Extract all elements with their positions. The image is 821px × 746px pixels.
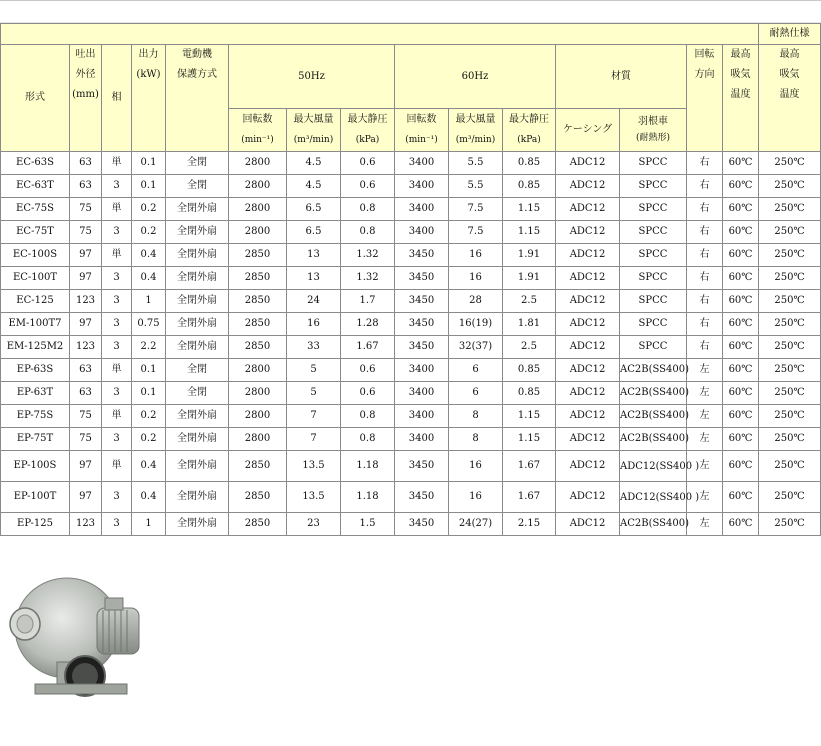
airflow-50hz-cell: 6.5 (287, 198, 341, 221)
rotation-direction-cell: 右 (687, 267, 723, 290)
rpm-50hz-cell: 2800 (229, 198, 287, 221)
top-border (0, 0, 821, 1)
motor-protection-cell: 全閉外扇 (166, 267, 229, 290)
outlet-diameter-cell: 97 (70, 244, 102, 267)
header-row-heat-spec (1, 24, 821, 45)
rpm-60hz-cell: 3450 (395, 451, 449, 482)
max-intake-temp-cell: 60℃ (723, 482, 759, 513)
airflow-60hz-cell: 7.5 (449, 221, 503, 244)
output-cell: 0.75 (132, 313, 166, 336)
max-intake-temp-cell: 60℃ (723, 451, 759, 482)
pressure-60hz-cell: 1.15 (503, 405, 556, 428)
airflow-60hz-cell: 8 (449, 428, 503, 451)
casing-cell: ADC12 (556, 336, 620, 359)
max-intake-temp-heat-cell: 250℃ (759, 513, 821, 536)
motor-protection-cell: 全閉外扇 (166, 290, 229, 313)
impeller-cell: SPCC (620, 290, 687, 313)
output-cell: 0.1 (132, 175, 166, 198)
max-intake-temp-cell: 60℃ (723, 313, 759, 336)
max-intake-temp-heat-cell: 250℃ (759, 359, 821, 382)
impeller-cell: AC2B(SS400) (620, 405, 687, 428)
airflow-60hz-cell: 7.5 (449, 198, 503, 221)
table-row (1, 451, 821, 482)
pressure50-header: 最大静圧 (kPa) (341, 109, 395, 152)
motor-protection-cell: 全閉 (166, 175, 229, 198)
airflow-60hz-cell: 32(37) (449, 336, 503, 359)
rpm-50hz-cell: 2800 (229, 359, 287, 382)
model-cell: EP-100T (1, 482, 70, 513)
output-cell: 0.1 (132, 382, 166, 405)
rotation-direction-cell: 右 (687, 221, 723, 244)
rpm-60hz-cell: 3400 (395, 175, 449, 198)
rotation-direction-cell: 右 (687, 244, 723, 267)
rpm-50hz-cell: 2850 (229, 451, 287, 482)
airflow-60hz-cell: 5.5 (449, 175, 503, 198)
blower-spec-table (0, 23, 821, 536)
spec-table-body (1, 152, 821, 536)
rpm-60hz-cell: 3400 (395, 221, 449, 244)
impeller-cell: SPCC (620, 198, 687, 221)
phase-cell: 単 (102, 152, 132, 175)
outlet-diameter-cell: 75 (70, 428, 102, 451)
casing-cell: ADC12 (556, 267, 620, 290)
casing-cell: ADC12 (556, 313, 620, 336)
airflow-50hz-cell: 5 (287, 382, 341, 405)
max-intake-temp-cell: 60℃ (723, 290, 759, 313)
phase-cell: 単 (102, 198, 132, 221)
rpm-50hz-cell: 2800 (229, 382, 287, 405)
motor-protection-cell: 全閉外扇 (166, 313, 229, 336)
table-row (1, 198, 821, 221)
table-row (1, 313, 821, 336)
table-row (1, 513, 821, 536)
model-cell: EM-100T7 (1, 313, 70, 336)
pressure-60hz-cell: 1.91 (503, 267, 556, 290)
outlet-diameter-cell: 63 (70, 359, 102, 382)
impeller-cell: SPCC (620, 336, 687, 359)
output-cell: 0.4 (132, 482, 166, 513)
casing-cell: ADC12 (556, 359, 620, 382)
max-intake-temp-heat-cell: 250℃ (759, 267, 821, 290)
rotation-direction-cell: 左 (687, 428, 723, 451)
phase-cell: 3 (102, 221, 132, 244)
output-cell: 1 (132, 290, 166, 313)
airflow-60hz-cell: 8 (449, 405, 503, 428)
airflow-50hz-cell: 4.5 (287, 152, 341, 175)
max-intake-temp-heat-cell: 250℃ (759, 221, 821, 244)
table-row (1, 428, 821, 451)
phase-header: 相 (102, 45, 132, 152)
outlet-diameter-cell: 63 (70, 382, 102, 405)
pressure-50hz-cell: 1.28 (341, 313, 395, 336)
max-intake-temp-heat-cell: 250℃ (759, 244, 821, 267)
airflow50-header: 最大風量 (m³/min) (287, 109, 341, 152)
pressure-60hz-cell: 2.5 (503, 290, 556, 313)
impeller-cell: SPCC (620, 267, 687, 290)
motor-protection-cell: 全閉外扇 (166, 428, 229, 451)
max-intake-temp-cell: 60℃ (723, 267, 759, 290)
rotation-direction-cell: 左 (687, 482, 723, 513)
airflow60-header: 最大風量 (m³/min) (449, 109, 503, 152)
airflow-60hz-cell: 28 (449, 290, 503, 313)
rpm-50hz-cell: 2800 (229, 221, 287, 244)
impeller-cell: SPCC (620, 244, 687, 267)
model-cell: EP-63S (1, 359, 70, 382)
motor-protection-cell: 全閉外扇 (166, 513, 229, 536)
casing-cell: ADC12 (556, 152, 620, 175)
pressure-60hz-cell: 0.85 (503, 152, 556, 175)
pressure-60hz-cell: 0.85 (503, 382, 556, 405)
max-intake-temp-cell: 60℃ (723, 513, 759, 536)
airflow-50hz-cell: 16 (287, 313, 341, 336)
rpm-50hz-cell: 2850 (229, 267, 287, 290)
airflow-50hz-cell: 13.5 (287, 451, 341, 482)
casing-cell: ADC12 (556, 405, 620, 428)
rotation-direction-cell: 右 (687, 198, 723, 221)
max-intake-temp-heat-cell: 250℃ (759, 198, 821, 221)
max-intake-temp-cell: 60℃ (723, 244, 759, 267)
max-intake-temp-cell: 60℃ (723, 428, 759, 451)
pressure-50hz-cell: 1.18 (341, 451, 395, 482)
header-row-main (1, 45, 821, 109)
max-intake-temp-header: 最高 吸気 温度 (723, 45, 759, 152)
pressure-60hz-cell: 2.15 (503, 513, 556, 536)
max-intake-temp-heat-cell: 250℃ (759, 336, 821, 359)
pressure-50hz-cell: 0.6 (341, 152, 395, 175)
turbo-blower-photo (5, 560, 145, 710)
rotation-direction-cell: 左 (687, 405, 723, 428)
rpm-60hz-cell: 3400 (395, 428, 449, 451)
pressure-60hz-cell: 2.5 (503, 336, 556, 359)
max-intake-temp-cell: 60℃ (723, 382, 759, 405)
phase-cell: 3 (102, 175, 132, 198)
rpm-60hz-cell: 3450 (395, 244, 449, 267)
table-row (1, 482, 821, 513)
pressure60-header: 最大静圧 (kPa) (503, 109, 556, 152)
table-row (1, 175, 821, 198)
rotation-direction-cell: 左 (687, 451, 723, 482)
impeller-cell: SPCC (620, 313, 687, 336)
table-row (1, 382, 821, 405)
max-intake-temp-heat-cell: 250℃ (759, 175, 821, 198)
model-cell: EP-75S (1, 405, 70, 428)
table-row (1, 221, 821, 244)
casing-cell: ADC12 (556, 244, 620, 267)
airflow-50hz-cell: 13.5 (287, 482, 341, 513)
output-cell: 0.2 (132, 198, 166, 221)
outlet-diameter-cell: 123 (70, 513, 102, 536)
outlet-diameter-cell: 123 (70, 290, 102, 313)
airflow-60hz-cell: 16 (449, 244, 503, 267)
rotation-direction-cell: 右 (687, 313, 723, 336)
airflow-60hz-cell: 16 (449, 451, 503, 482)
pressure-50hz-cell: 0.6 (341, 175, 395, 198)
phase-cell: 単 (102, 359, 132, 382)
airflow-50hz-cell: 24 (287, 290, 341, 313)
airflow-50hz-cell: 4.5 (287, 175, 341, 198)
outlet-diameter-cell: 97 (70, 313, 102, 336)
airflow-50hz-cell: 7 (287, 428, 341, 451)
casing-cell: ADC12 (556, 221, 620, 244)
airflow-60hz-cell: 24(27) (449, 513, 503, 536)
phase-cell: 3 (102, 428, 132, 451)
max-intake-temp-heat-cell: 250℃ (759, 313, 821, 336)
outlet-diameter-cell: 97 (70, 482, 102, 513)
airflow-50hz-cell: 23 (287, 513, 341, 536)
pressure-50hz-cell: 0.6 (341, 359, 395, 382)
rpm-60hz-cell: 3450 (395, 267, 449, 290)
casing-cell: ADC12 (556, 513, 620, 536)
rpm-60hz-cell: 3400 (395, 405, 449, 428)
pressure-60hz-cell: 0.85 (503, 175, 556, 198)
rpm-60hz-cell: 3450 (395, 336, 449, 359)
airflow-60hz-cell: 6 (449, 382, 503, 405)
max-intake-temp-heat-header: 最高 吸気 温度 (759, 45, 821, 152)
outlet-diameter-cell: 75 (70, 198, 102, 221)
phase-cell: 3 (102, 267, 132, 290)
motor-protection-cell: 全閉 (166, 382, 229, 405)
header-blank (1, 24, 759, 45)
model-cell: EC-63S (1, 152, 70, 175)
pressure-50hz-cell: 0.8 (341, 428, 395, 451)
impeller-cell: SPCC (620, 221, 687, 244)
rotation-direction-cell: 右 (687, 175, 723, 198)
pressure-60hz-cell: 1.81 (503, 313, 556, 336)
motor-protection-cell: 全閉外扇 (166, 244, 229, 267)
airflow-60hz-cell: 16(19) (449, 313, 503, 336)
airflow-50hz-cell: 7 (287, 405, 341, 428)
max-intake-temp-heat-cell: 250℃ (759, 290, 821, 313)
output-cell: 0.4 (132, 267, 166, 290)
rpm-50hz-cell: 2800 (229, 175, 287, 198)
output-cell: 0.2 (132, 428, 166, 451)
pressure-60hz-cell: 1.91 (503, 244, 556, 267)
phase-cell: 3 (102, 290, 132, 313)
output-cell: 0.4 (132, 451, 166, 482)
rotation-direction-cell: 左 (687, 382, 723, 405)
max-intake-temp-cell: 60℃ (723, 336, 759, 359)
model-cell: EC-75T (1, 221, 70, 244)
motor-protection-cell: 全閉 (166, 359, 229, 382)
output-cell: 0.2 (132, 405, 166, 428)
table-row (1, 336, 821, 359)
model-cell: EP-100S (1, 451, 70, 482)
rpm-60hz-cell: 3400 (395, 152, 449, 175)
max-intake-temp-heat-cell: 250℃ (759, 451, 821, 482)
output-cell: 0.1 (132, 152, 166, 175)
airflow-60hz-cell: 5.5 (449, 152, 503, 175)
output-cell: 0.4 (132, 244, 166, 267)
pressure-60hz-cell: 1.67 (503, 482, 556, 513)
airflow-50hz-cell: 5 (287, 359, 341, 382)
rpm-60hz-cell: 3450 (395, 313, 449, 336)
rpm50-header: 回転数 (min⁻¹) (229, 109, 287, 152)
outlet-diameter-header: 吐出 外径 (mm) (70, 45, 102, 152)
pressure-60hz-cell: 1.15 (503, 428, 556, 451)
pressure-50hz-cell: 1.5 (341, 513, 395, 536)
output-cell: 1 (132, 513, 166, 536)
phase-cell: 単 (102, 244, 132, 267)
table-row (1, 244, 821, 267)
output-cell: 2.2 (132, 336, 166, 359)
pressure-50hz-cell: 0.8 (341, 405, 395, 428)
phase-cell: 3 (102, 382, 132, 405)
rpm-60hz-cell: 3450 (395, 482, 449, 513)
hz50-header: 50Hz (229, 45, 395, 109)
max-intake-temp-heat-cell: 250℃ (759, 405, 821, 428)
pressure-50hz-cell: 0.6 (341, 382, 395, 405)
airflow-50hz-cell: 13 (287, 267, 341, 290)
outlet-diameter-cell: 75 (70, 405, 102, 428)
motor-protection-header: 電動機 保護方式 (166, 45, 229, 152)
table-row (1, 290, 821, 313)
airflow-50hz-cell: 13 (287, 244, 341, 267)
phase-cell: 3 (102, 313, 132, 336)
hz60-header: 60Hz (395, 45, 556, 109)
model-cell: EP-63T (1, 382, 70, 405)
model-cell: EP-75T (1, 428, 70, 451)
table-row (1, 359, 821, 382)
motor-protection-cell: 全閉外扇 (166, 336, 229, 359)
airflow-50hz-cell: 6.5 (287, 221, 341, 244)
max-intake-temp-cell: 60℃ (723, 221, 759, 244)
casing-cell: ADC12 (556, 382, 620, 405)
outlet-diameter-cell: 97 (70, 451, 102, 482)
rpm60-header: 回転数 (min⁻¹) (395, 109, 449, 152)
output-header: 出力 (kW) (132, 45, 166, 152)
motor-protection-cell: 全閉 (166, 152, 229, 175)
rpm-50hz-cell: 2850 (229, 482, 287, 513)
max-intake-temp-cell: 60℃ (723, 175, 759, 198)
pressure-50hz-cell: 1.67 (341, 336, 395, 359)
pressure-60hz-cell: 1.15 (503, 198, 556, 221)
table-row (1, 267, 821, 290)
phase-cell: 単 (102, 451, 132, 482)
rpm-50hz-cell: 2800 (229, 405, 287, 428)
pressure-50hz-cell: 1.18 (341, 482, 395, 513)
rpm-60hz-cell: 3400 (395, 359, 449, 382)
impeller-cell: AC2B(SS400) (620, 428, 687, 451)
phase-cell: 3 (102, 513, 132, 536)
max-intake-temp-cell: 60℃ (723, 405, 759, 428)
table-row (1, 152, 821, 175)
airflow-60hz-cell: 16 (449, 267, 503, 290)
output-cell: 0.2 (132, 221, 166, 244)
airflow-50hz-cell: 33 (287, 336, 341, 359)
airflow-60hz-cell: 16 (449, 482, 503, 513)
pressure-60hz-cell: 1.67 (503, 451, 556, 482)
impeller-cell: AC2B(SS400) (620, 513, 687, 536)
casing-header: ケーシング (556, 109, 620, 152)
casing-cell: ADC12 (556, 482, 620, 513)
phase-cell: 3 (102, 336, 132, 359)
output-cell: 0.1 (132, 359, 166, 382)
outlet-diameter-cell: 63 (70, 175, 102, 198)
outlet-diameter-cell: 63 (70, 152, 102, 175)
casing-cell: ADC12 (556, 290, 620, 313)
impeller-cell: AC2B(SS400) (620, 382, 687, 405)
max-intake-temp-cell: 60℃ (723, 152, 759, 175)
casing-cell: ADC12 (556, 428, 620, 451)
pressure-50hz-cell: 0.8 (341, 198, 395, 221)
phase-cell: 単 (102, 405, 132, 428)
rotation-direction-cell: 右 (687, 336, 723, 359)
rpm-50hz-cell: 2850 (229, 290, 287, 313)
impeller-cell: SPCC (620, 175, 687, 198)
rpm-50hz-cell: 2850 (229, 336, 287, 359)
impeller-cell: AC2B(SS400) (620, 359, 687, 382)
max-intake-temp-cell: 60℃ (723, 198, 759, 221)
pressure-50hz-cell: 1.32 (341, 244, 395, 267)
rpm-60hz-cell: 3450 (395, 290, 449, 313)
model-cell: EP-125 (1, 513, 70, 536)
rpm-60hz-cell: 3400 (395, 198, 449, 221)
airflow-60hz-cell: 6 (449, 359, 503, 382)
rpm-50hz-cell: 2850 (229, 313, 287, 336)
pressure-60hz-cell: 0.85 (503, 359, 556, 382)
table-row (1, 405, 821, 428)
pressure-50hz-cell: 1.32 (341, 267, 395, 290)
model-header: 形式 (1, 45, 70, 152)
rotation-direction-cell: 右 (687, 152, 723, 175)
pressure-60hz-cell: 1.15 (503, 221, 556, 244)
impeller-cell: ADC12(SS400 ) (620, 482, 687, 513)
model-cell: EM-125M2 (1, 336, 70, 359)
motor-protection-cell: 全閉外扇 (166, 451, 229, 482)
pressure-50hz-cell: 0.8 (341, 221, 395, 244)
model-cell: EC-63T (1, 175, 70, 198)
rpm-60hz-cell: 3400 (395, 382, 449, 405)
rpm-60hz-cell: 3450 (395, 513, 449, 536)
max-intake-temp-heat-cell: 250℃ (759, 428, 821, 451)
pressure-50hz-cell: 1.7 (341, 290, 395, 313)
model-cell: EC-75S (1, 198, 70, 221)
rpm-50hz-cell: 2850 (229, 513, 287, 536)
motor-protection-cell: 全閉外扇 (166, 482, 229, 513)
rotation-direction-cell: 左 (687, 513, 723, 536)
max-intake-temp-cell: 60℃ (723, 359, 759, 382)
rotation-direction-header: 回転 方向 (687, 45, 723, 152)
motor-protection-cell: 全閉外扇 (166, 198, 229, 221)
impeller-cell: ADC12(SS400 ) (620, 451, 687, 482)
rpm-50hz-cell: 2850 (229, 244, 287, 267)
rpm-50hz-cell: 2800 (229, 428, 287, 451)
casing-cell: ADC12 (556, 451, 620, 482)
model-cell: EC-100T (1, 267, 70, 290)
rotation-direction-cell: 左 (687, 359, 723, 382)
impeller-header: 羽根車 (耐熱形) (620, 109, 687, 152)
material-header: 材質 (556, 45, 687, 109)
casing-cell: ADC12 (556, 198, 620, 221)
impeller-cell: SPCC (620, 152, 687, 175)
max-intake-temp-heat-cell: 250℃ (759, 152, 821, 175)
phase-cell: 3 (102, 482, 132, 513)
max-intake-temp-heat-cell: 250℃ (759, 382, 821, 405)
motor-protection-cell: 全閉外扇 (166, 221, 229, 244)
max-intake-temp-heat-cell: 250℃ (759, 482, 821, 513)
motor-protection-cell: 全閉外扇 (166, 405, 229, 428)
outlet-diameter-cell: 97 (70, 267, 102, 290)
rotation-direction-cell: 右 (687, 290, 723, 313)
heat-resistant-spec-header: 耐熱仕様 (759, 24, 821, 45)
outlet-diameter-cell: 75 (70, 221, 102, 244)
model-cell: EC-100S (1, 244, 70, 267)
casing-cell: ADC12 (556, 175, 620, 198)
rpm-50hz-cell: 2800 (229, 152, 287, 175)
model-cell: EC-125 (1, 290, 70, 313)
outlet-diameter-cell: 123 (70, 336, 102, 359)
